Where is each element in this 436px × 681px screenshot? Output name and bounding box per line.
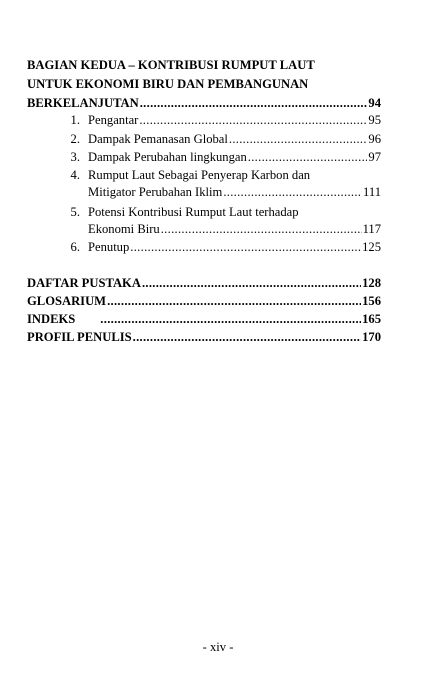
item-title: Dampak Perubahan lingkungan xyxy=(88,150,247,164)
back-matter-page: 165 xyxy=(362,312,381,326)
item-title: Dampak Pemanasan Global xyxy=(88,132,228,146)
item-page-number: 96 xyxy=(368,132,381,146)
part-heading-line-2: UNTUK EKONOMI BIRU DAN PEMBANGUNAN xyxy=(27,77,309,91)
leader-dots xyxy=(133,328,361,346)
leader-dots xyxy=(130,239,361,256)
leader-dots xyxy=(248,149,368,166)
back-matter-page: 170 xyxy=(362,330,381,344)
back-matter-entry xyxy=(27,310,381,328)
back-matter-title: DAFTAR PUSTAKA xyxy=(27,276,141,290)
part-page-number: 94 xyxy=(368,96,381,110)
part-heading-line-3: BERKELANJUTAN xyxy=(27,96,139,110)
back-matter-entry xyxy=(27,328,381,346)
item-number: 1. xyxy=(70,113,80,127)
toc-item xyxy=(70,131,381,148)
back-matter-title: PROFIL PENULIS xyxy=(27,330,132,344)
toc-item xyxy=(70,239,381,256)
back-matter-title: INDEKS xyxy=(27,312,76,326)
item-page-number: 111 xyxy=(363,185,381,199)
item-page-number: 97 xyxy=(368,150,381,164)
item-title-line-1: Potensi Kontribusi Rumput Laut terhadap xyxy=(88,205,299,219)
item-page-number: 117 xyxy=(362,222,381,236)
part-heading-line-1: BAGIAN KEDUA – KONTRIBUSI RUMPUT LAUT xyxy=(27,58,315,72)
item-title-line-2-row xyxy=(88,184,381,201)
item-title-line-2: Mitigator Perubahan Iklim xyxy=(88,185,223,199)
item-number: 5. xyxy=(70,205,80,219)
back-matter-page: 156 xyxy=(362,294,381,308)
toc-item xyxy=(70,204,381,238)
leader-dots xyxy=(161,221,362,238)
leader-dots xyxy=(223,184,362,201)
toc-item xyxy=(70,112,381,129)
item-title-line-1: Rumput Laut Sebagai Penyerap Karbon dan xyxy=(88,168,311,182)
part-heading xyxy=(27,56,381,113)
leader-dots xyxy=(139,112,367,129)
leader-dots xyxy=(229,131,368,148)
leader-dots xyxy=(107,292,361,310)
item-page-number: 95 xyxy=(368,113,381,127)
leader-dots xyxy=(100,310,361,328)
back-matter-entry xyxy=(27,274,381,292)
item-title: Penutup xyxy=(88,240,130,254)
item-page-number: 125 xyxy=(362,240,381,254)
item-number: 4. xyxy=(70,168,80,182)
item-number: 6. xyxy=(70,240,80,254)
toc-item xyxy=(70,149,381,166)
item-title-line-2-row xyxy=(88,221,381,238)
toc-item xyxy=(70,167,381,201)
item-number: 3. xyxy=(70,150,80,164)
leader-dots xyxy=(142,274,361,292)
back-matter-title: GLOSARIUM xyxy=(27,294,107,308)
back-matter-page: 128 xyxy=(362,276,381,290)
item-number: 2. xyxy=(70,132,80,146)
back-matter-entry xyxy=(27,292,381,310)
part-heading-entry xyxy=(27,94,381,113)
leader-dots xyxy=(140,94,368,113)
item-title-line-2: Ekonomi Biru xyxy=(88,222,160,236)
page-number-footer: - xiv - xyxy=(202,640,234,654)
item-title: Pengantar xyxy=(88,113,139,127)
